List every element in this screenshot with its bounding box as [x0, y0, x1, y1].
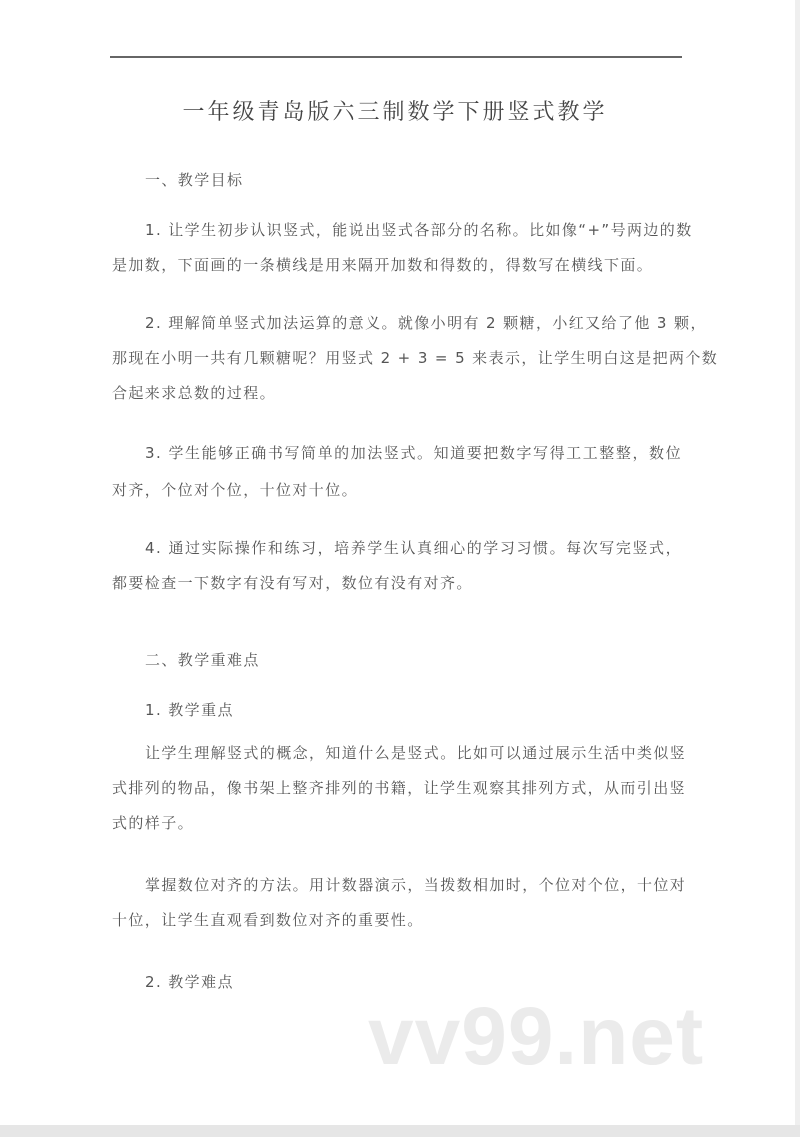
paragraph-line: 对齐，个位对个位，十位对十位。 [112, 481, 359, 499]
header-rule [110, 56, 682, 58]
paragraph-line: 合起来求总数的过程。 [112, 384, 277, 402]
subheading-key-points: 1. 教学重点 [145, 701, 234, 719]
paragraph-line: 1. 让学生初步认识竖式，能说出竖式各部分的名称。比如像“+”号两边的数 [145, 221, 693, 239]
watermark: vv99.net [368, 991, 705, 1082]
paragraph-line: 那现在小明一共有几颗糖呢？用竖式 2 + 3 = 5 来表示，让学生明白这是把两个数 [112, 349, 719, 367]
paragraph-line: 都要检查一下数字有没有写对，数位有没有对齐。 [112, 574, 473, 592]
paragraph-line: 4. 通过实际操作和练习，培养学生认真细心的学习习惯。每次写完竖式， [145, 539, 682, 557]
document-title: 一年级青岛版六三制数学下册竖式教学 [182, 100, 608, 125]
paragraph-line: 是加数，下面画的一条横线是用来隔开加数和得数的，得数写在横线下面。 [112, 256, 654, 274]
paragraph-line: 掌握数位对齐的方法。用计数器演示，当拨数相加时，个位对个位，十位对 [145, 876, 687, 894]
page-bottom-band [0, 1125, 800, 1137]
page-edge [795, 0, 800, 1125]
paragraph-line: 式排列的物品，像书架上整齐排列的书籍，让学生观察其排列方式，从而引出竖 [112, 779, 687, 797]
paragraph-line: 2. 理解简单竖式加法运算的意义。就像小明有 2 颗糖，小红又给了他 3 颗， [145, 314, 707, 332]
paragraph-line: 式的样子。 [112, 814, 195, 832]
paragraph-line: 3. 学生能够正确书写简单的加法竖式。知道要把数字写得工工整整，数位 [145, 444, 682, 462]
paragraph-line: 让学生理解竖式的概念，知道什么是竖式。比如可以通过展示生活中类似竖 [145, 744, 687, 762]
section-heading-goals: 一、教学目标 [145, 171, 244, 189]
subheading-difficulties: 2. 教学难点 [145, 973, 234, 991]
section-heading-key-points: 二、教学重难点 [145, 651, 260, 669]
paragraph-line: 十位，让学生直观看到数位对齐的重要性。 [112, 911, 424, 929]
